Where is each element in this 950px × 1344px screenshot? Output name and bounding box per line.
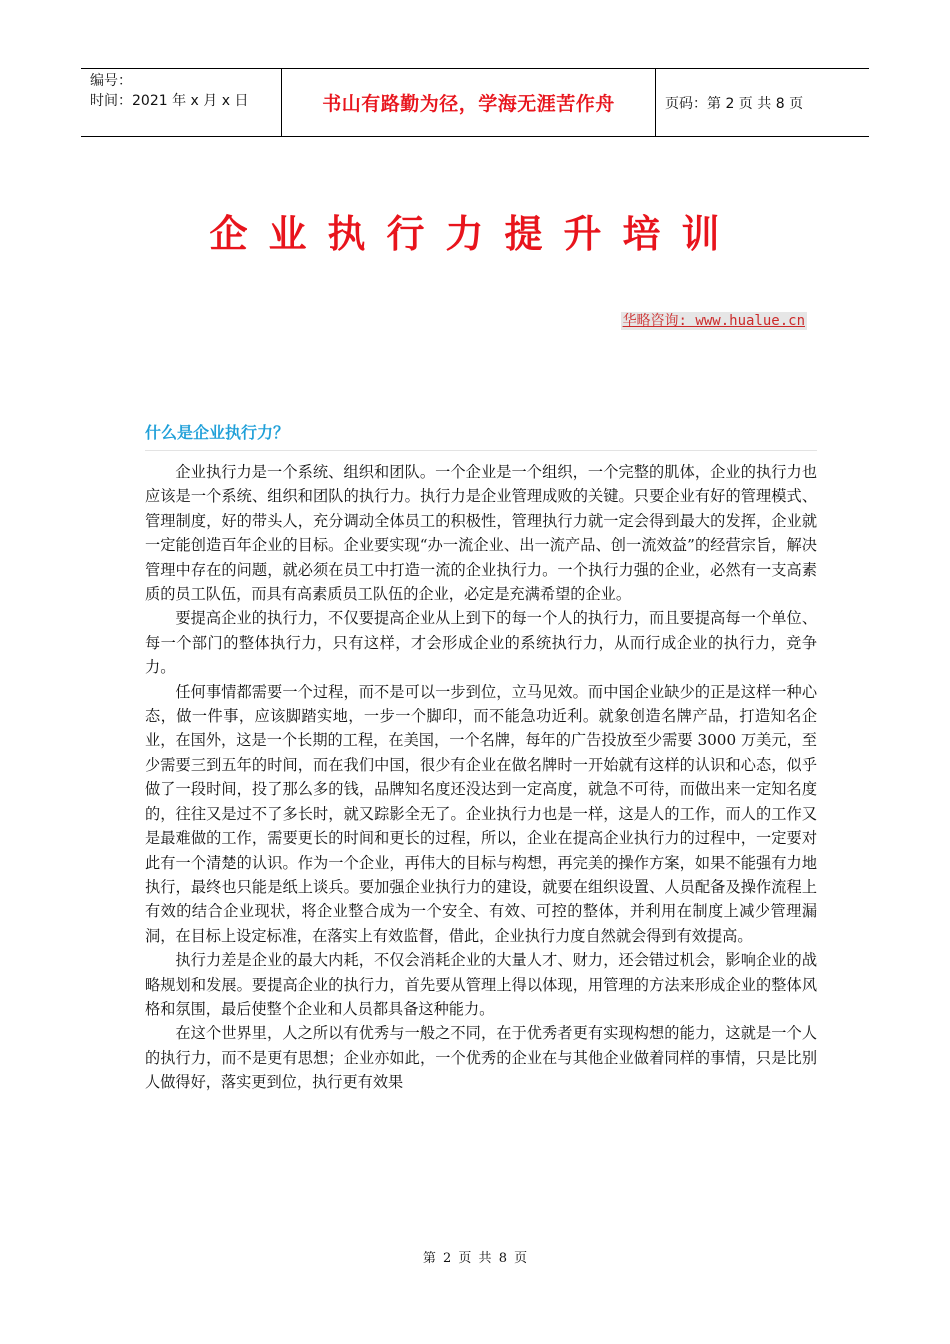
header-page-info: 页码：第 2 页 共 8 页	[665, 95, 804, 112]
header-motto: 书山有路勤为径，学海无涯苦作舟	[281, 69, 656, 136]
page-footer: 第 2 页 共 8 页	[422, 1251, 528, 1266]
body-text	[145, 460, 817, 1095]
document-number-label: 编号：	[90, 73, 132, 89]
section-heading: 什么是企业执行力？	[145, 420, 817, 451]
paragraph-1: 企业执行力是一个系统、组织和团队。一个企业是一个组织，一个完整的肌体，企业的执行力也应该是一个系统、组织和团队的执行力。执行力是企业管理成败的关键。只要企业有好的管理模式、管理制度，好的带头人，充分调动全体员工的积极性，管理执行力就一定会得到最大的发挥，企业就一定能创造百年企业的目标。企业要实现“办一流企业、出一流产品、创一流效益”的经营宗旨，解决管理中存在的问题，就必须在员工中打造一流的企业执行力。一个执行力强的企业，必然有一支高素质的员工队伍，而具有高素质员工队伍的企业，必定是充满希望的企业。	[145, 463, 817, 604]
document-date: 时间：2021 年 x 月 x 日	[90, 93, 249, 109]
paragraph-4: 执行力差是企业的最大内耗，不仅会消耗企业的大量人才、财力，还会错过机会，影响企业的战略规划和发展。要提高企业的执行力，首先要从管理上得以体现，用管理的方法来形成企业的整体风格和氛围，最后使整个企业和人员都具备这种能力。	[145, 951, 817, 1018]
source-link[interactable]: 华略咨询: www.hualue.cn	[622, 313, 805, 329]
header-table	[81, 68, 869, 137]
document-title: 企业执行力提升培训	[209, 211, 741, 256]
header-left-cell	[81, 69, 281, 136]
paragraph-3: 任何事情都需要一个过程，而不是可以一步到位，立马见效。而中国企业缺少的正是这样一种心态，做一件事，应该脚踏实地，一步一个脚印，而不能急功近利。就象创造名牌产品，打造知名企业，在国外，这是一个长期的工程，在美国，一个名牌，每年的广告投放至少需要 3000 万美元，至少需要三到五年的时间，而在我们中国，很少有企业在做名牌时一开始就有这样的认识和心态，似乎做了一段时间，投了那么多的钱，品牌知名度还没达到一定高度，就急不可待，而做出来一定知名度的，往往又是过不了多长时，就又踪影全无了。企业执行力也是一样，这是人的工作，而人的工作又是最难做的工作，需要更长的时间和更长的过程，所以，企业在提高企业执行力的过程中，一定要对此有一个清楚的认识。作为一个企业，再伟大的目标与构想，再完美的操作方案，如果不能强有力地执行，最终也只能是纸上谈兵。要加强企业执行力的建设，就要在组织设置、人员配备及操作流程上有效的结合企业现状，将企业整合成为一个安全、有效、可控的整体，并利用在制度上减少管理漏洞，在目标上设定标准，在落实上有效监督，借此，企业执行力度自然就会得到有效提高。	[145, 682, 817, 945]
paragraph-2: 要提高企业的执行力，不仅要提高企业从上到下的每一个人的执行力，而且要提高每一个单位、每一个部门的整体执行力，只有这样，才会形成企业的系统执行力，从而行成企业的执行力，竞争力。	[145, 609, 817, 677]
paragraph-5: 在这个世界里，人之所以有优秀与一般之不同，在于优秀者更有实现构想的能力，这就是一个人的执行力，而不是更有思想；企业亦如此，一个优秀的企业在与其他企业做着同样的事情，只是比别人做得好，落实更到位，执行更有效果	[145, 1024, 817, 1092]
